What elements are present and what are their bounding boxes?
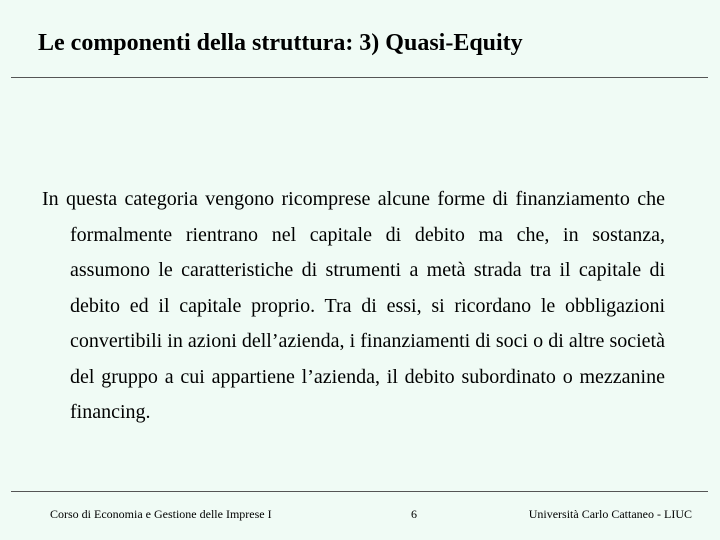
body-paragraph: In questa categoria vengono ricomprese alcune forme di finanziamento che formalmente rientrano nel capitale di debito ma che, in sostanza, assumono le caratteristiche di strumenti a metà strada tra il capitale di debito ed il capitale proprio. Tra di essi, si ricordano le obbligazioni convertibili in azioni dell’azienda, i finanziamenti di soci o di altre società del gruppo a cui appartiene l’azienda, il debito subordinato o mezzanine financing. bbox=[42, 188, 665, 423]
slide-title: Le componenti della struttura: 3) Quasi-Equity bbox=[38, 30, 523, 56]
footer-university: Università Carlo Cattaneo - LIUC bbox=[528, 507, 692, 521]
footer-page-number: 6 bbox=[411, 507, 417, 521]
footer-course: Corso di Economia e Gestione delle Imprese I bbox=[50, 507, 272, 521]
footer-divider bbox=[11, 491, 708, 492]
title-divider bbox=[11, 77, 708, 78]
